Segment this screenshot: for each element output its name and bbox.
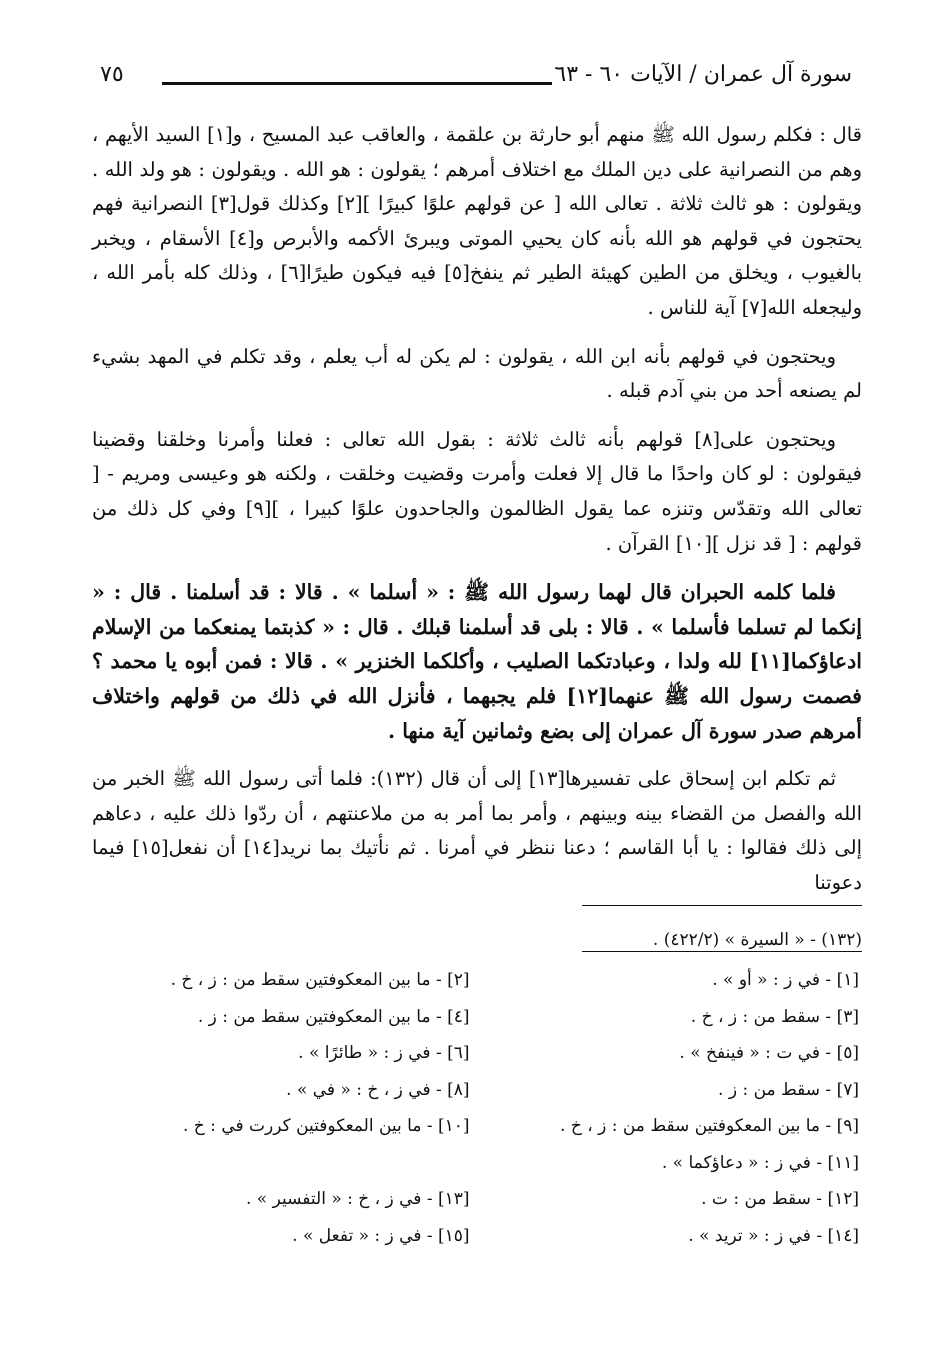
paragraph-1: قال : فكلم رسول الله ﷺ منهم أبو حارثة بن علقمة ، والعاقب عبد المسيح ، و[١] السيد الأيهم ، وهم من النصرانية على دين الملك مع اختلاف أمرهم ؛ يقولون : هو الله . ويقولون : هو ولد الله . ويقولون : هو ثالث ثلاثة . تعالى الله [ عن قولهم علوًا كبيرًا ][٢] وكذلك قول[٣] النصرانية فهم يحتجون في قولهم هو الله بأنه كان يحيي الموتى ويبرئ الأكمه والأبرص و[٤] الأسقام ، ويخبر بالغيوب ، ويخلق من الطين كهيئة الطير ثم ينفخ[٥] فيه فيكون طيرًا[٦] ، وذلك كله بأمر الله ، وليجعله الله[٧] آية للناس . [92, 123, 862, 319]
page-header [100, 60, 852, 100]
variant-notes [110, 962, 859, 1254]
note-row [110, 1108, 859, 1145]
note-row [110, 999, 859, 1036]
note-item: [١] - في ز : « أو » . [712, 970, 859, 990]
note-item: [١٥] - في ز : « تفعل » . [292, 1225, 470, 1246]
note-item: [١٢] - سقط من : ت . [701, 1189, 859, 1209]
page-number: ٧٥ [100, 62, 124, 87]
paragraph-2: ويحتجون في قولهم بأنه ابن الله ، يقولون : لم يكن له أب يعلم ، وقد تكلم في المهد بشيء لم يصنعه أحد من بني آدم قبله . [92, 344, 862, 403]
note-item: [١٠] - ما بين المعكوفتين كررت في : خ . [183, 1116, 470, 1136]
note-item: [٣] - سقط من : ز ، خ . [690, 1006, 859, 1027]
source-footnote: (١٣٢) - « السيرة » (٤٢٢/٢) . [652, 930, 862, 950]
paragraph-4: فلما كلمه الحبران قال لهما رسول الله ﷺ : « أسلما » . قالا : قد أسلمنا . قال : « إنكما لم تسلما فأسلما » . قالا : بلى قد أسلمنا قبلك . قال : « كذبتما يمنعكما من الإسلام ادعاؤكما[١١] لله ولدا ، وعبادتكما الصليب ، وأكلكما الخنزير » . قالا : فمن أبوه يا محمد ؟ فصمت رسول الله ﷺ عنهما[١٢] فلم يجبهما ، فأنزل الله في ذلك من قولهم واختلاف أمرهم صدر سورة آل عمران إلى بضع وثمانين آية منها . [92, 580, 862, 743]
note-row [110, 1181, 859, 1218]
footnote-divider-bottom [582, 951, 862, 952]
note-row [110, 1145, 859, 1182]
footnote-divider [582, 905, 862, 906]
note-item: [٦] - في ز : « طائرًا » . [298, 1043, 470, 1063]
note-item: [١٣] - في ز ، خ : « التفسير » . [246, 1189, 470, 1209]
paragraph-3: ويحتجون على[٨] قولهم بأنه ثالث ثلاثة : بقول الله تعالى : فعلنا وأمرنا وخلقنا وقضينا فيقولون : لو كان واحدًا ما قال إلا فعلت وأمرت وقضيت وخلقت ، ولكنه هو وعيسى ومريم - [ تعالى الله وتقدّس وتنزه عما يقول الظالمون والجاحدون علوًا كبيرا ، ][٩] وفي كل ذلك من قولهم : [ قد نزل ][١٠] القرآن . [92, 427, 862, 555]
note-item: [١٤] - في ز : « تريد » . [688, 1225, 859, 1246]
note-item: [٤] - ما بين المعكوفتين سقط من : ز . [197, 1006, 470, 1027]
running-title: سورة آل عمران / الآيات ٦٠ - ٦٣ [554, 62, 852, 87]
header-rule [162, 82, 552, 85]
note-row [110, 1072, 859, 1109]
note-item: [٨] - في ز ، خ : « في » . [286, 1079, 470, 1100]
main-text [92, 118, 862, 914]
note-row [110, 962, 859, 999]
note-item: [٢] - ما بين المعكوفتين سقط من : ز ، خ . [170, 970, 470, 990]
note-row [110, 1218, 859, 1255]
note-item: [٧] - سقط من : ز . [718, 1079, 859, 1100]
note-item: [٩] - ما بين المعكوفتين سقط من : ز ، خ . [560, 1116, 859, 1136]
note-item: [٥] - في ت : « فينفخ » . [679, 1043, 859, 1063]
note-item: [١١] - في ز : « دعاؤكما » . [661, 1152, 859, 1173]
paragraph-5: ثم تكلم ابن إسحاق على تفسيرها[١٣] إلى أن قال (١٣٢): فلما أتى رسول الله ﷺ الخبر من الله والفصل من القضاء بينه وبينهم ، وأمر بما أمر به من ملاعنتهم ، أن ردّوا ذلك عليه ، دعاهم إلى ذلك فقالوا : يا أبا القاسم ؛ دعنا ننظر في أمرنا . ثم نأتيك بما نريد[١٤] أن نفعل[١٥] فيما دعوتنا [92, 767, 862, 894]
note-row [110, 1035, 859, 1072]
